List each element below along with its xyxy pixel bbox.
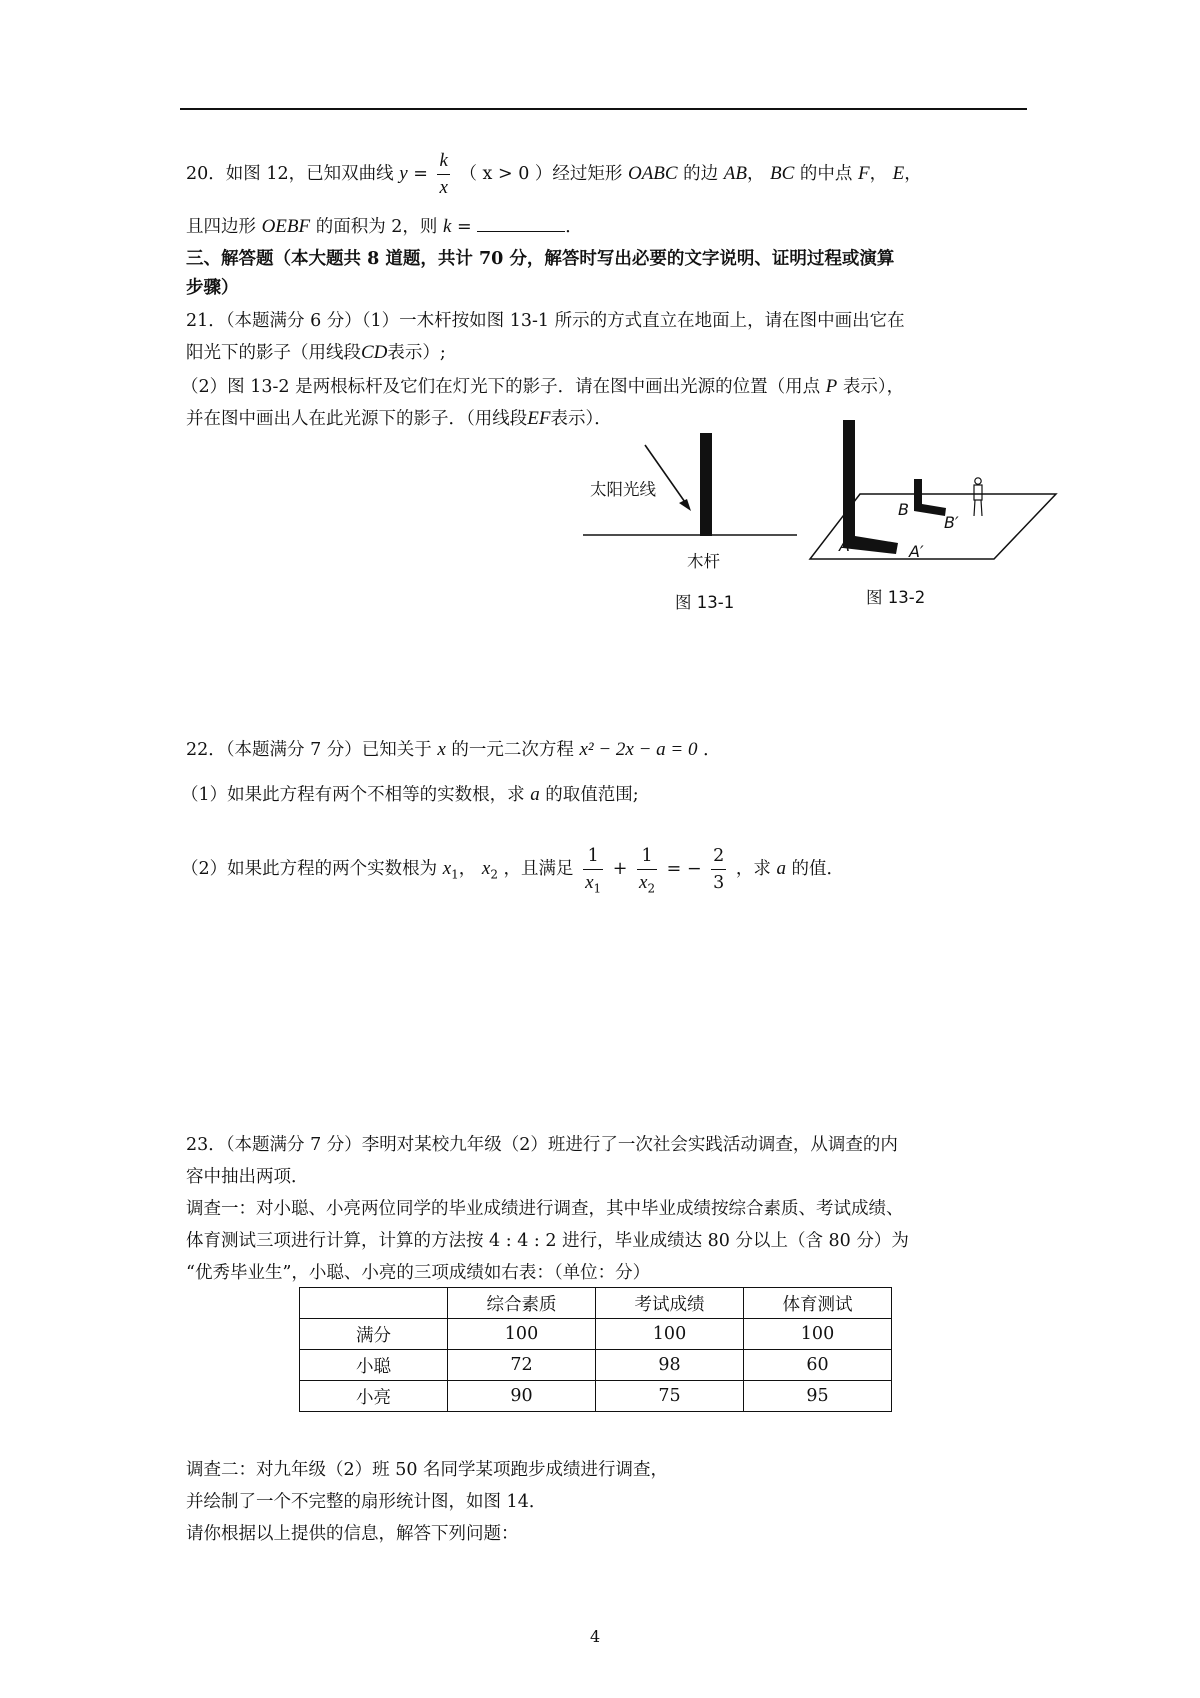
table-header-row: [300, 1288, 892, 1319]
q20-line2-a: 且四边形: [186, 217, 256, 237]
q22-x: x: [437, 739, 446, 760]
q20-y: y: [399, 163, 408, 184]
q22-frac1-den: x: [585, 872, 594, 893]
q20-condition: （ x > 0 ）经过矩形: [459, 164, 623, 184]
q22-part2-a: （2）如果此方程的两个实数根为: [181, 859, 438, 879]
table-cell: 满分: [300, 1319, 448, 1350]
table-row: [300, 1381, 892, 1412]
q22-frac2-num: 1: [637, 843, 657, 870]
q20-end-comma: ，: [904, 164, 922, 184]
q20-fraction: [437, 148, 449, 201]
q21-line-1: 21．（本题满分 6 分）（1）一木杆按如图 13-1 所示的方式直立在地面上，请在图中画出它在: [186, 311, 905, 331]
table-header-cell: 考试成绩: [596, 1288, 744, 1319]
table-header-cell: 体育测试: [744, 1288, 892, 1319]
q22-x2: x: [481, 858, 491, 879]
q22-frac2-den-sub: 2: [647, 881, 656, 896]
q23-line-2: 容中抽出两项．: [186, 1167, 309, 1187]
q20-text: 20．如图 12，已知双曲线: [186, 164, 394, 184]
q20-bc: BC: [770, 163, 795, 184]
table-row: [300, 1350, 892, 1381]
q22-equals: = −: [666, 859, 702, 879]
q22-fraction-1: [583, 843, 603, 896]
q22-a-2: a: [776, 858, 786, 879]
q23-line-6: 调查二：对九年级（2）班 50 名同学某项跑步成绩进行调查，: [186, 1460, 669, 1480]
q20-line-2: [186, 212, 583, 242]
q22-frac3-den: 3: [713, 873, 725, 893]
q22-line1-b: 的一元二次方程: [451, 740, 574, 760]
q22-part-2: [181, 843, 844, 896]
q22-frac1-num: 1: [583, 843, 603, 870]
table-cell: 100: [744, 1319, 892, 1350]
q23-line-3: 调查一：对小聪、小亮两位同学的毕业成绩进行调查，其中毕业成绩按综合素质、考试成绩、: [186, 1199, 904, 1219]
figure-13-2: [808, 412, 1062, 616]
table-cell: 小亮: [300, 1381, 448, 1412]
table-cell: 72: [448, 1350, 596, 1381]
q22-part1-b: 的取值范围;: [545, 785, 639, 805]
q21-line4-b: 表示）．: [550, 409, 612, 429]
figure-13-1-drawing: [575, 425, 805, 615]
q22-part2-b: ，且满足: [503, 859, 574, 879]
q21-line2-a: 阳光下的影子（用线段: [186, 343, 361, 363]
q21-line4-a: 并在图中画出人在此光源下的影子．（用线段: [186, 409, 528, 429]
q22-equation: x² − 2x − a = 0: [579, 739, 698, 760]
table-cell: 100: [448, 1319, 596, 1350]
q20-line-1: [186, 148, 922, 201]
q22-line-1: [186, 735, 721, 765]
score-table: [299, 1287, 892, 1412]
q20-period: ．: [565, 217, 583, 237]
table-header-cell: [300, 1288, 448, 1319]
q21-line3-a: （2）图 13-2 是两根标杆及它们在灯光下的影子．请在图中画出光源的位置（用点: [181, 377, 821, 397]
q20-e: E: [892, 163, 905, 184]
q22-comma: ，: [458, 859, 477, 879]
q21-line3-b: 表示），: [842, 377, 905, 397]
table-cell: 95: [744, 1381, 892, 1412]
q21-line-3: [181, 372, 904, 402]
q23-line-7: 并绘制了一个不完整的扇形统计图，如图 14．: [186, 1492, 547, 1512]
figure-13-1: [575, 425, 805, 619]
q21-line-2: [186, 338, 446, 368]
table-cell: 小聪: [300, 1350, 448, 1381]
wooden-pole: [700, 433, 712, 536]
header-rule: [180, 108, 1027, 110]
q22-x1-sub: 1: [451, 867, 459, 882]
q20-line2-b: 的面积为 2，则: [315, 217, 438, 237]
table-cell: 60: [744, 1350, 892, 1381]
q20-denominator: x: [439, 177, 448, 198]
table-cell: 100: [596, 1319, 744, 1350]
figure-13-1-caption: 图 13-1: [675, 593, 735, 612]
figure-13-2-drawing: [808, 412, 1062, 612]
q22-part2-c: ，求: [735, 859, 771, 879]
table-cell: 75: [596, 1381, 744, 1412]
pole-a-with-shadow: [843, 420, 898, 554]
q20-numerator: k: [437, 148, 449, 175]
section3-title-line1: 三、解答题（本大题共 8 道题，共计 70 分，解答时写出必要的文字说明、证明过程或演算: [186, 249, 895, 269]
q22-plus: +: [612, 859, 628, 879]
q22-frac1-den-sub: 1: [593, 881, 602, 896]
q20-sep: ，: [746, 164, 765, 184]
q21-line2-b: 表示）;: [387, 343, 446, 363]
section3-title-line2: 步骤）: [186, 278, 239, 298]
q20-ab: AB: [723, 163, 747, 184]
table-header-cell: 综合素质: [448, 1288, 596, 1319]
q20-oabc: OABC: [627, 163, 678, 184]
q23-line-1: 23．（本题满分 7 分）李明对某校九年级（2）班进行了一次社会实践活动调查，从调查的内: [186, 1135, 898, 1155]
q20-mid-text: 的中点: [799, 164, 853, 184]
q22-line1-a: 22．（本题满分 7 分）已知关于: [186, 740, 432, 760]
q20-f: F: [857, 163, 870, 184]
q21-p: P: [825, 376, 838, 397]
sun-ray-arrowhead: [679, 499, 691, 511]
q20-answer-blank[interactable]: [477, 213, 565, 232]
q20-eq2: =: [457, 217, 472, 237]
q23-line-4: 体育测试三项进行计算，计算的方法按 4 : 4 : 2 进行，毕业成绩达 80 分以上（含 80 分）为: [186, 1231, 909, 1251]
table-row: [300, 1319, 892, 1350]
label-b: B: [898, 500, 909, 519]
q20-eq: =: [413, 164, 428, 184]
q21-ef: EF: [527, 408, 551, 429]
q22-x1: x: [442, 858, 452, 879]
sun-ray-label: 太阳光线: [590, 480, 656, 499]
pole-b-with-shadow: [914, 479, 946, 516]
q20-k: k: [442, 216, 452, 237]
q22-part2-d: 的值．: [791, 859, 845, 879]
q23-line-8: 请你根据以上提供的信息，解答下列问题：: [186, 1524, 519, 1544]
q21-line-4: [186, 404, 612, 434]
q22-line1-end: ．: [703, 740, 721, 760]
q20-sep-2: ，: [869, 164, 888, 184]
page-number: 4: [590, 1627, 601, 1646]
q20-edge-text: 的边: [683, 164, 719, 184]
table-cell: 98: [596, 1350, 744, 1381]
q22-fraction-3: [711, 843, 726, 896]
label-a-prime: A′: [909, 542, 924, 561]
q22-frac2-den: x: [639, 872, 648, 893]
q22-a: a: [530, 784, 540, 805]
figure-13-2-caption: 图 13-2: [866, 588, 926, 607]
q23-line-5: “优秀毕业生”，小聪、小亮的三项成绩如右表：（单位：分）: [186, 1263, 651, 1283]
q22-x2-sub: 2: [490, 867, 498, 882]
q20-oebf: OEBF: [261, 216, 311, 237]
pole-label: 木杆: [687, 552, 720, 571]
q22-frac3-num: 2: [711, 843, 726, 870]
person-icon: [974, 478, 982, 516]
label-b-prime: B′: [944, 513, 959, 532]
label-a: A: [839, 536, 850, 555]
q22-part-1: [181, 780, 639, 810]
q21-cd: CD: [361, 342, 388, 363]
q22-fraction-2: [637, 843, 657, 896]
table-cell: 90: [448, 1381, 596, 1412]
q22-part1-a: （1）如果此方程有两个不相等的实数根，求: [181, 785, 525, 805]
